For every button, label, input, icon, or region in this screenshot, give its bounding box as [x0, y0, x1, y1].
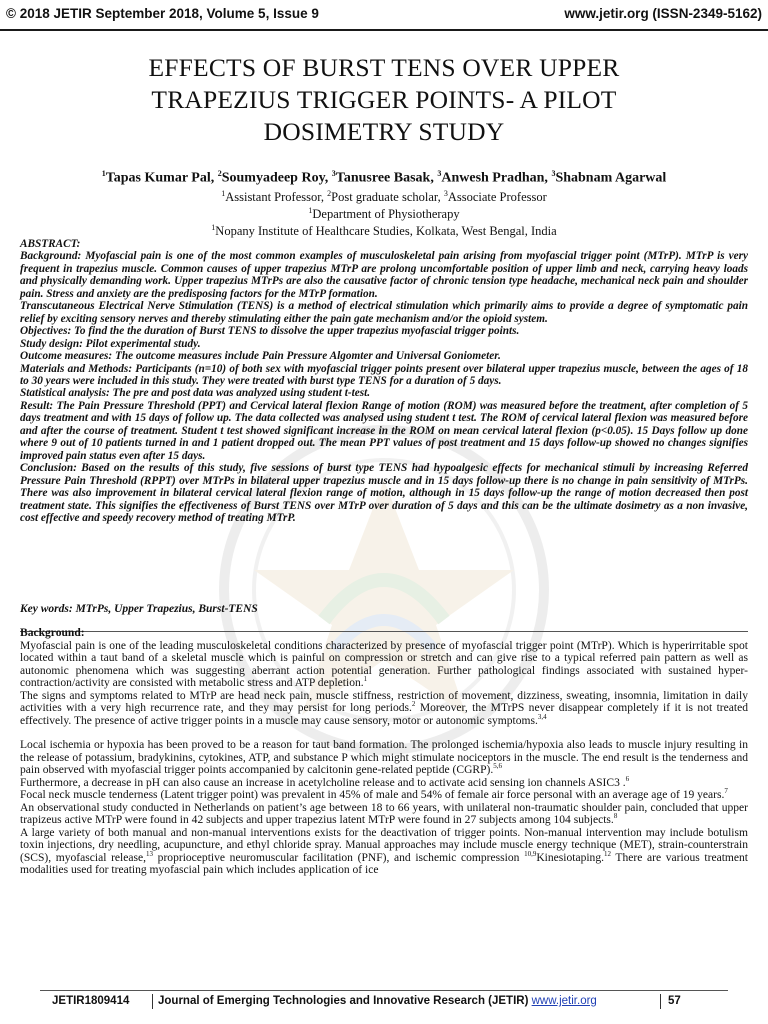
footer-rule	[40, 990, 728, 991]
header-rule	[0, 29, 768, 31]
author-name: Tanusree Basak,	[335, 170, 438, 186]
body-paragraph	[20, 640, 748, 690]
paragraph-text: There are various treatment modalities used for treating myofascial pain which includes application of ice	[20, 851, 748, 876]
paragraph-text: Furthermore, a decrease in pH can also cause an increase in acetylcholine release and to activate acid sensing ion channels ASIC3 .	[20, 776, 626, 789]
paragraph-text: The signs and symptoms related to MTrP are head neck pain, muscle stiffness, restriction of movement, dizziness, sweating, insomnia, limitation in daily activities with a very high recurrence rate, and they may persist for long periods.	[20, 689, 748, 714]
author-sup: 3	[551, 169, 556, 178]
abstract-section	[20, 238, 748, 524]
paragraph-text: Focal neck muscle tenderness (Latent trigger point) was prevalent in 45% of male and 54% of female air force personal with an average age of 19 years.	[20, 789, 725, 801]
citation-ref: 12	[603, 849, 611, 858]
citation-ref: 10,9	[524, 849, 537, 858]
page-footer	[0, 990, 768, 1012]
footer-journal-link[interactable]: www.jetir.org	[531, 995, 597, 1007]
role-sup: 1	[221, 188, 226, 198]
affiliation-institute	[0, 221, 768, 238]
body-paragraph	[20, 802, 748, 827]
citation-ref: 7	[724, 787, 728, 796]
citation-ref: 2	[411, 700, 416, 709]
institute-sup: 1	[211, 222, 216, 232]
abstract-result: Result: The Pain Pressure Threshold (PPT) and Cervical lateral flexion Range of motion (ROM) was measured before the treatment, after completion of 5 days treatment and with 15 days of follow up. The data collected was analysed using student t test. The ROM of cervical lateral flexion was measured before and after the course of treatment. Student t test showed significant increase in the ROM on mean cervical lateral flexion (p<0.05). 15 Days follow up done where 9 out of 10 patients turned in and 1 patient dropped out. The mean PPT values of post treatment and 15 days follow-up showed no changes signifies improved pain status even after 15 days.	[20, 399, 748, 462]
citation-ref: 5,6	[493, 762, 503, 771]
role-sup: 3	[443, 188, 448, 198]
author-sup: 1	[101, 169, 106, 178]
keywords: Key words: MTrPs, Upper Trapezius, Burst-TENS	[20, 603, 258, 615]
body-paragraph	[20, 690, 748, 728]
header-website: www.jetir.org (ISSN-2349-5162)	[564, 6, 762, 21]
author-name: Soumyadeep Roy,	[221, 170, 332, 186]
role-text: Associate Professor	[447, 189, 547, 204]
affiliation-roles	[0, 187, 768, 204]
paragraph-text: A large variety of both manual and non-manual interventions exists for the deactivation of trigger points. Non-manual intervention may include botulism toxin injections, dry needling, acupuncture, and ethyl chloride spray. Manual approaches may include muscle energy technique (MET), strain-counterstrain (SCS), myofascial release,	[20, 826, 748, 864]
abstract-outcome-measures: Outcome measures: The outcome measures include Pain Pressure Algomter and Universal Goniometer.	[20, 350, 501, 363]
paragraph-text: An observational study conducted in Netherlands on patient’s age between 18 to 66 years, with unilateral non-traumatic shoulder pain, concluded that upper trapizeus active MTrP were found in 42 subjects and upper trapezius latent MTrP were found in 27 subjects among 104 subjects.	[20, 801, 748, 826]
author-sup: 3	[437, 169, 442, 178]
abstract-conclusion: Conclusion: Based on the results of this study, five sessions of burst type TENS had hypoalgesic effects for mechanical stimuli by increasing Referred Pressure Pain Threshold (RPPT) over MTrPs in bilateral upper trapezius muscle and in 15 days follow-up there is no change in pain sensitivity of MTrPs. There was also improvement in bilateral cervical lateral flexion range of motion, although in 15 days follow-up the range of motion decreased then post treatment state. This signifies the effectiveness of Burst TENS over MTrP over duration of 5 days and this can be the ultimate dosimetry as a non invasive, cost effective and speedy recovery method of treating MTrP.	[20, 462, 748, 524]
running-header	[0, 0, 768, 30]
abstract-tens: Transcutaneous Electrical Nerve Stimulation (TENS) is a method of electrical stimulation which primarily aims to provide a degree of symptomatic pain relief by exciting sensory nerves and thereby stimulating either the pain gate mechanism and/or the opioid system.	[20, 300, 748, 325]
abstract-study-design: Study design: Pilot experimental study.	[20, 337, 201, 350]
body-text	[20, 617, 748, 877]
author-sup: 2	[217, 169, 222, 178]
abstract-statistical-analysis: Statistical analysis: The pre and post data was analyzed using student t-test.	[20, 387, 371, 400]
author-name: Shabnam Agarwal	[555, 170, 667, 186]
institute-text: Nopany Institute of Healthcare Studies, Kolkata, West Bengal, India	[215, 224, 557, 239]
paragraph-text: Moreover, the MTrPS never disappear completely if it is not treated effectively. The presence of active trigger points in a muscle may cause sensory, motor or autonomic symptoms.	[20, 702, 748, 727]
affiliation-department	[0, 204, 768, 221]
role-text: Post graduate scholar,	[331, 189, 444, 204]
paper-title	[60, 52, 708, 148]
author-name: Anwesh Pradhan,	[441, 170, 552, 186]
title-line: TRAPEZIUS TRIGGER POINTS- A PILOT	[151, 85, 617, 114]
citation-ref: 3,4	[537, 712, 547, 721]
body-paragraph	[20, 789, 748, 802]
abstract-heading: ABSTRACT:	[20, 238, 81, 250]
title-line: EFFECTS OF BURST TENS OVER UPPER	[148, 53, 620, 82]
role-sup: 2	[327, 188, 332, 198]
role-text: Assistant Professor,	[225, 189, 328, 204]
footer-paper-id: JETIR1809414	[52, 995, 130, 1007]
department-sup: 1	[308, 205, 313, 215]
header-citation: © 2018 JETIR September 2018, Volume 5, Issue 9	[6, 6, 319, 21]
footer-divider	[660, 994, 661, 1009]
abstract-materials-methods: Materials and Methods: Participants (n=10) of both sex with myofascial trigger points present over bilateral upper trapezius muscle, between the ages of 18 to 30 years were included in this study. They were treated with burst type TENS for a duration of 5 days.	[20, 362, 748, 387]
paragraph-gap	[20, 727, 748, 739]
paragraph-text: Myofascial pain is one of the leading musculoskeletal conditions characterized by presence of myofascial trigger point (MTrP). Which is hyperirritable spot located within a taut band of a skeletal muscle which is painful on compression or stretch and can give rise to a typical referred pain pattern as well as autonomic phenomena which was suggesting aberrant action potential generation. Further pathological findings associated with sustained hyper-contraction/activity are consisted with metabolic stress and ATP depletion.	[20, 639, 748, 689]
author-list	[0, 165, 768, 187]
body-paragraph	[20, 827, 748, 877]
footer-journal	[158, 992, 597, 1010]
citation-ref: 6	[625, 774, 630, 783]
author-sup: 3	[331, 169, 336, 178]
paragraph-text: proprioceptive neuromuscular facilitation (PNF), and ischemic compression	[153, 851, 525, 864]
department-text: Department of Physiotherapy	[312, 206, 460, 221]
footer-journal-name: Journal of Emerging Technologies and Innovative Research (JETIR)	[158, 995, 532, 1007]
title-line: DOSIMETRY STUDY	[263, 117, 505, 146]
author-block	[0, 165, 768, 238]
body-paragraph	[20, 774, 748, 790]
section-heading-background: Background:	[20, 627, 85, 639]
body-paragraph	[20, 739, 748, 777]
author-name: Tapas Kumar Pal,	[105, 170, 218, 186]
page-number: 57	[668, 995, 681, 1007]
citation-ref: 8	[613, 812, 618, 821]
footer-divider	[152, 994, 153, 1009]
abstract-background: Background: Myofascial pain is one of the most common examples of musculoskeletal pain arising from myofascial trigger point (MTrP). MTrP is very frequent in trapezius muscle. Common causes of upper trapezius MTrP are prolong uncomfortable position of upper limb and neck, carrying heavy loads and physically demanding work. Upper trapezius MTrPs are also the causative factor of chronic tension type headache, mechanical neck pain and shoulder pain. Stress and anxiety are the predisposing factors for the MTrP formation.	[20, 250, 748, 300]
paragraph-text: Kinesiotaping.	[536, 851, 604, 864]
citation-ref: 13	[146, 849, 154, 858]
abstract-objectives: Objectives: To find the the duration of Burst TENS to dissolve the upper trapezius myofascial trigger points.	[20, 325, 520, 338]
citation-ref: 1	[363, 675, 368, 684]
paragraph-text: Local ischemia or hypoxia has been proved to be a reason for taut band formation. The prolonged ischemia/hypoxia also leads to muscle injury resulting in the release of potassium, bradykinins, cytokines, ATP, and substance P which might stimulate nociceptors in the muscle. The end result is the tenderness and pain observed with myofascial trigger points accompanied by calcitonin gene-related peptide (CGRP).	[20, 739, 748, 776]
